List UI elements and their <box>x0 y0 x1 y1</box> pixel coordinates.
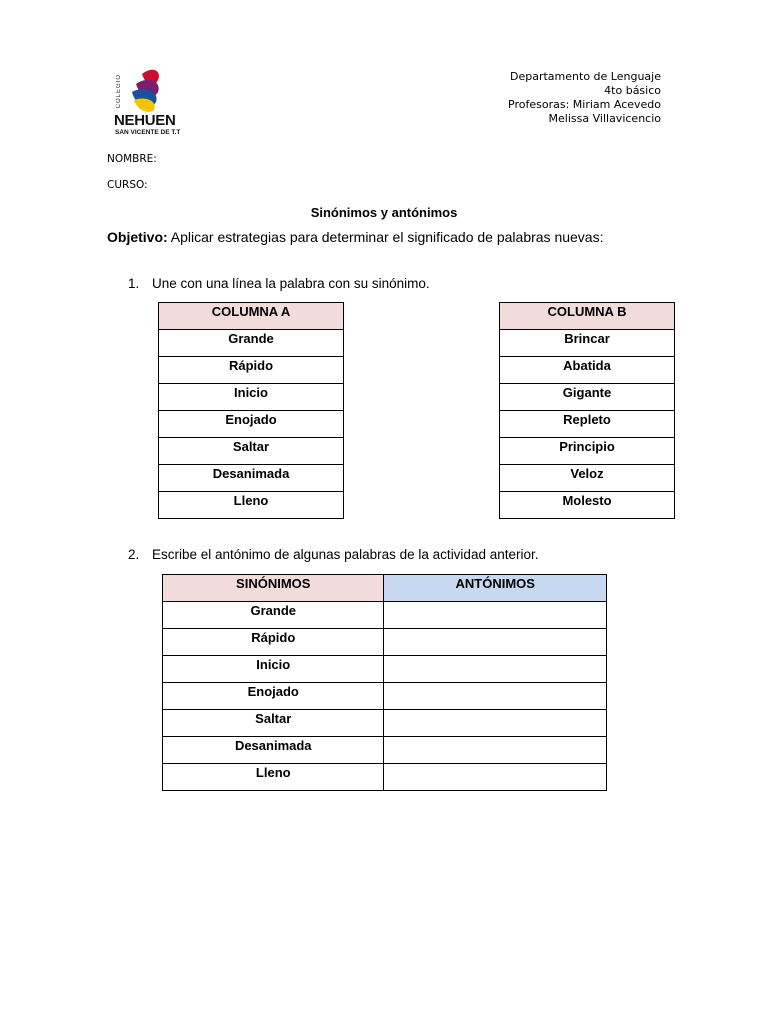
logo-emblem-icon <box>112 66 188 114</box>
logo-school-name: NEHUEN <box>114 112 176 129</box>
antonym-answer-cell[interactable] <box>384 683 607 710</box>
task-2-number: 2. <box>128 547 140 562</box>
school-logo <box>112 66 188 140</box>
header-info <box>508 70 661 126</box>
column-a-cell[interactable]: Enojado <box>159 411 344 438</box>
logo-college-text: COLEGIO <box>116 74 122 109</box>
column-a-cell[interactable]: Grande <box>159 330 344 357</box>
column-b-cell[interactable]: Principio <box>500 438 675 465</box>
department-text: Departamento de Lenguaje <box>510 70 661 83</box>
column-a-header: COLUMNA A <box>159 303 344 330</box>
column-a-table <box>158 302 344 519</box>
column-b-cell[interactable]: Repleto <box>500 411 675 438</box>
synonym-cell: Lleno <box>163 764 384 791</box>
column-b-table <box>499 302 675 519</box>
synonym-cell: Inicio <box>163 656 384 683</box>
column-b-cell[interactable]: Brincar <box>500 330 675 357</box>
synonym-cell: Grande <box>163 602 384 629</box>
teachers-line2: Melissa Villavicencio <box>548 112 661 125</box>
synonym-cell: Desanimada <box>163 737 384 764</box>
task-2 <box>128 547 539 562</box>
antonym-answer-cell[interactable] <box>384 656 607 683</box>
objective-label: Objetivo: <box>107 229 168 245</box>
column-b-cell[interactable]: Gigante <box>500 384 675 411</box>
course-field-label: CURSO: <box>107 179 148 191</box>
column-b-cell[interactable]: Molesto <box>500 492 675 519</box>
antonym-answer-cell[interactable] <box>384 764 607 791</box>
synonym-cell: Enojado <box>163 683 384 710</box>
column-a-cell[interactable]: Rápido <box>159 357 344 384</box>
objective-text: Aplicar estrategias para determinar el significado de palabras nuevas: <box>167 229 604 245</box>
synonym-cell: Saltar <box>163 710 384 737</box>
column-a-cell[interactable]: Lleno <box>159 492 344 519</box>
task-1-text: Une con una línea la palabra con su sinónimo. <box>152 276 430 291</box>
task-2-text: Escribe el antónimo de algunas palabras de la actividad anterior. <box>152 547 539 562</box>
antonym-answer-cell[interactable] <box>384 710 607 737</box>
column-b-cell[interactable]: Abatida <box>500 357 675 384</box>
antonym-answer-cell[interactable] <box>384 602 607 629</box>
column-b-cell[interactable]: Veloz <box>500 465 675 492</box>
objective <box>107 229 603 245</box>
antonyms-header: ANTÓNIMOS <box>384 575 607 602</box>
antonym-answer-cell[interactable] <box>384 629 607 656</box>
page-title: Sinónimos y antónimos <box>310 205 458 220</box>
logo-subtitle: SAN VICENTE DE T.T <box>115 129 181 136</box>
column-b-header: COLUMNA B <box>500 303 675 330</box>
column-a-cell[interactable]: Saltar <box>159 438 344 465</box>
column-a-cell[interactable]: Desanimada <box>159 465 344 492</box>
column-a-cell[interactable]: Inicio <box>159 384 344 411</box>
task-1 <box>128 276 430 291</box>
antonym-answer-cell[interactable] <box>384 737 607 764</box>
name-field-label: NOMBRE: <box>107 153 157 165</box>
teachers-line1: Profesoras: Miriam Acevedo <box>508 98 661 111</box>
antonyms-table <box>162 574 607 791</box>
grade-text: 4to básico <box>604 84 661 97</box>
task-1-number: 1. <box>128 276 140 291</box>
synonyms-header: SINÓNIMOS <box>163 575 384 602</box>
synonym-cell: Rápido <box>163 629 384 656</box>
